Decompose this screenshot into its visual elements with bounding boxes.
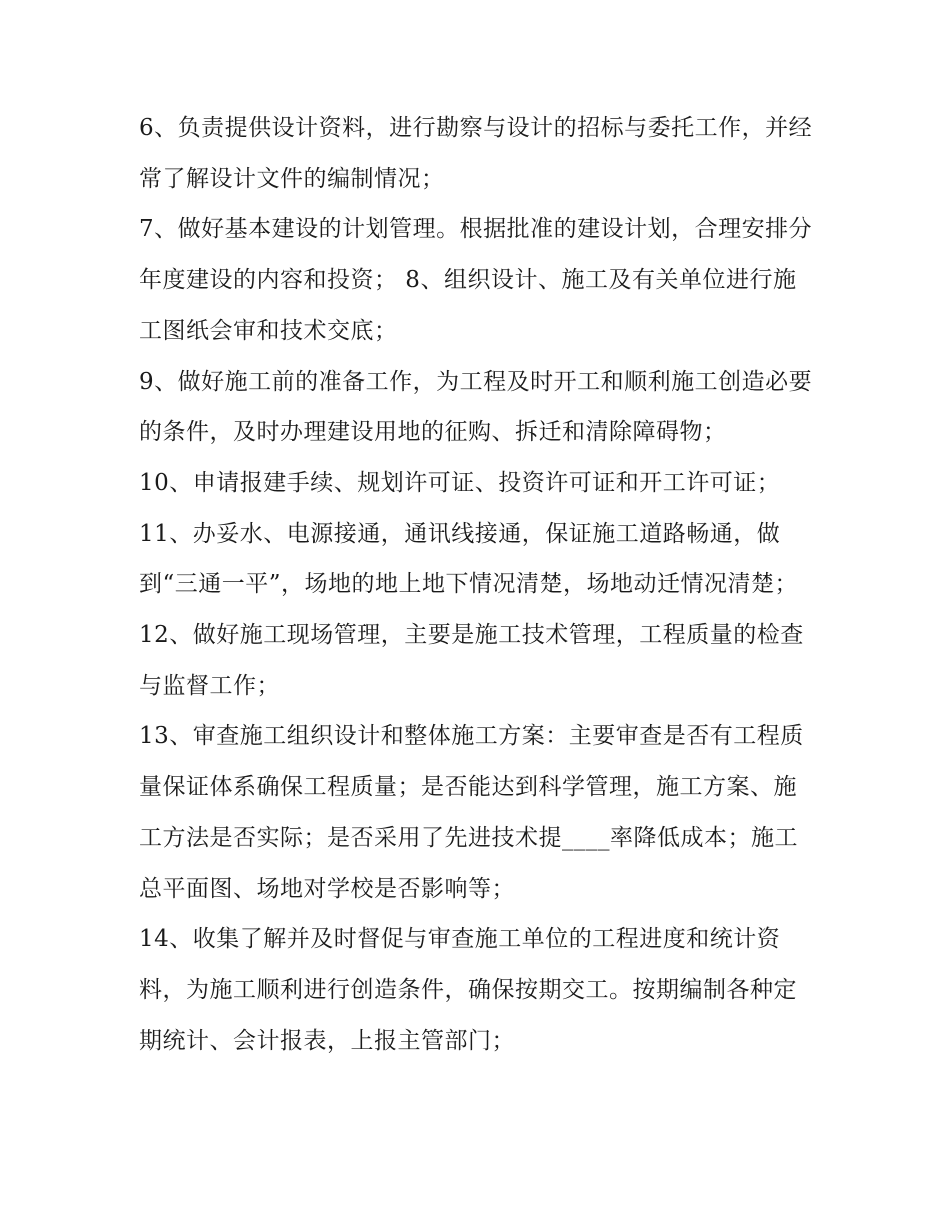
paragraph-item-14: 14、收集了解并及时督促与审查施工单位的工程进度和统计资料，为施工顺利进行创造条件，确保按期交工。按期编制各种定期统计、会计报表，上报主管部门； [139, 926, 797, 1054]
paragraph-item-9: 9、做好施工前的准备工作，为工程及时开工和顺利施工创造必要的条件，及时办理建设用地的征购、拆迁和清除障碍物； [139, 368, 813, 446]
paragraph-item-10: 10、申请报建手续、规划许可证、投资许可证和开工许可证； [139, 469, 781, 496]
paragraph-item-13: 13、审查施工组织设计和整体施工方案：主要审查是否有工程质量保证体系确保工程质量；是否能达到科学管理，施工方案、施工方法是否实际；是否采用了先进技术提____率降低成本；施工总平面图、场地对学校是否影响等； [139, 723, 804, 902]
paragraph-item-11: 11、办妥水、电源接通，通讯线接通，保证施工道路畅通，做到“三通一平”，场地的地上地下情况清楚，场地动迁情况清楚； [139, 520, 799, 598]
paragraph-item-12: 12、做好施工现场管理，主要是施工技术管理，工程质量的检查与监督工作； [139, 622, 804, 699]
paragraph-item-6: 6、负责提供设计资料，进行勘察与设计的招标与委托工作，并经常了解设计文件的编制情况； [139, 115, 813, 192]
paragraph-item-7-8: 7、做好基本建设的计划管理。根据批准的建设计划，合理安排分年度建设的内容和投资； 8、组织设计、施工及有关单位进行施工图纸会审和技术交底； [139, 216, 813, 344]
document-body [139, 103, 819, 1066]
